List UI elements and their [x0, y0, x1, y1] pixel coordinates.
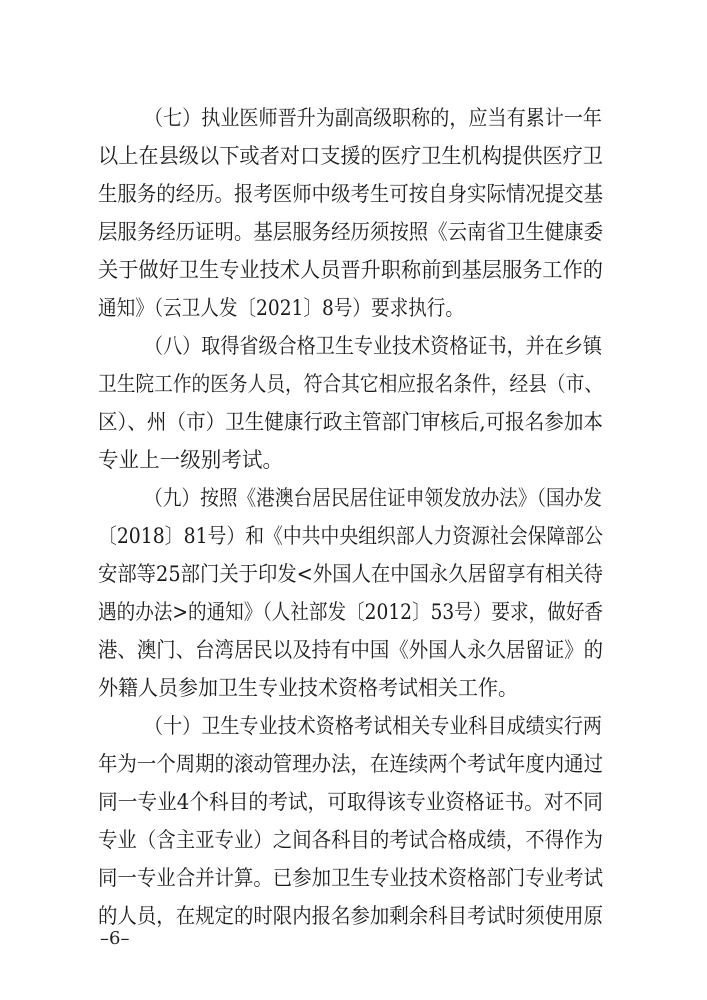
text-line: 生服务的经历。报考医师中级考生可按自身实际情况提交基 — [98, 182, 603, 206]
text-line: 港、澳门、台湾居民以及持有中国《外国人永久居留证》的 — [98, 638, 603, 662]
text-line: 年为一个周期的滚动管理办法，在连续两个考试年度内通过 — [98, 752, 603, 776]
text-line: （九）按照《港澳台居民居住证申领发放办法》（国办发 — [144, 486, 603, 510]
text-line: 遇的办法>的通知》（人社部发〔2012〕53号）要求，做好香 — [98, 600, 604, 624]
text-line: 外籍人员参加卫生专业技术资格考试相关工作。 — [98, 676, 519, 700]
text-line: （七）执业医师晋升为副高级职称的，应当有累计一年 — [144, 106, 602, 130]
text-line: 专业（含主亚专业）之间各科目的考试合格成绩，不得作为 — [98, 828, 603, 852]
text-line: 层服务经历证明。基层服务经历须按照《云南省卫生健康委 — [98, 220, 603, 244]
text-line: 通知》（云卫人发〔2021〕8号）要求执行。 — [98, 296, 464, 320]
text-line: 同一专业4个科目的考试，可取得该专业资格证书。对不同 — [98, 790, 603, 814]
text-line: 〔2018〕81号）和《中共中央组织部人力资源社会保障部公 — [98, 524, 603, 548]
text-line: 的人员，在规定的时限内报名参加剩余科目考试时须使用原 — [98, 904, 603, 928]
text-line: 区）、州（市）卫生健康行政主管部门审核后,可报名参加本 — [98, 410, 603, 434]
text-line: 同一专业合并计算。已参加卫生专业技术资格部门专业考试 — [98, 866, 603, 890]
text-line: 安部等25部门关于印发<外国人在中国永久居留享有相关待 — [98, 562, 604, 586]
page-number: –6– — [100, 928, 130, 949]
text-line: （八）取得省级合格卫生专业技术资格证书，并在乡镇 — [144, 334, 602, 358]
text-line: 以上在县级以下或者对口支援的医疗卫生机构提供医疗卫 — [98, 144, 603, 168]
text-line: 卫生院工作的医务人员，符合其它相应报名条件，经县（市、 — [98, 372, 604, 396]
text-line: 关于做好卫生专业技术人员晋升职称前到基层服务工作的 — [98, 258, 603, 282]
text-line: 专业上一级别考试。 — [98, 448, 283, 472]
text-line: （十）卫生专业技术资格考试相关专业科目成绩实行两 — [144, 714, 602, 738]
